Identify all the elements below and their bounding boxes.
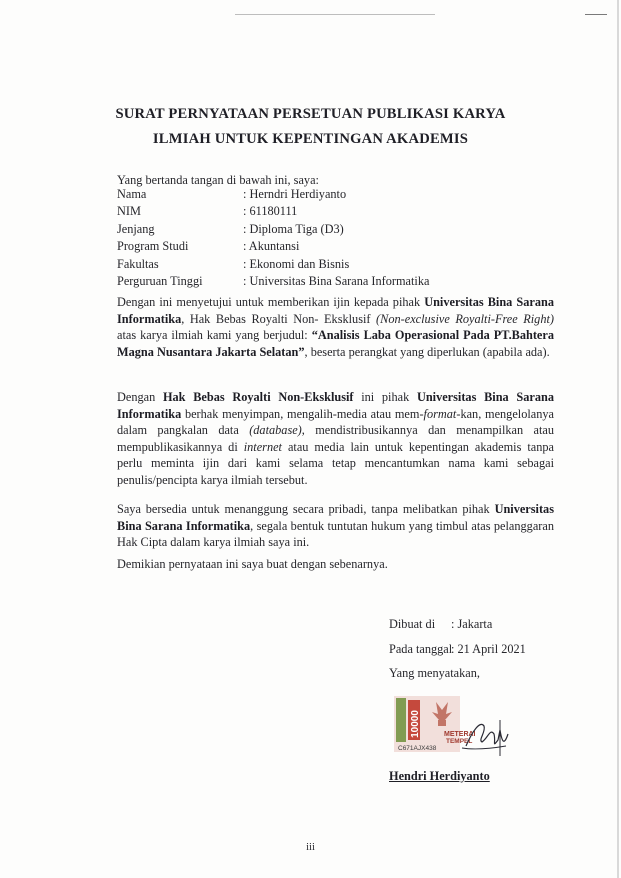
meterai-stamp xyxy=(390,690,514,760)
text-run: atau media lain untuk kepentingan akademis tanpa perlu meminta ijin dari kami selama tetap mencantumkan nama kami sebagai penulis/pencipta karya ilmiah tersebut. xyxy=(117,439,554,487)
place-value: : Jakarta xyxy=(451,617,493,631)
page-number: iii xyxy=(306,842,315,853)
stamp-serial: C671AJX438 xyxy=(398,745,437,752)
text-run: , segala bentuk tuntutan hukum yang timbul atas pelanggaran Hak Cipta dalam karya ilmiah saya ini. xyxy=(117,518,554,550)
identity-value: : 61180111 xyxy=(243,204,298,219)
text-run: Saya bersedia untuk menanggung secara pribadi, tanpa melibatkan pihak xyxy=(117,502,495,516)
thesis-title: “Analisis Laba Operasional Pada PT.Bahtera Magna Nusantara Jakarta Selatan” xyxy=(117,328,554,359)
identity-label: Program Studi xyxy=(117,239,189,254)
text-run: Dengan xyxy=(117,390,163,404)
signature-statement: Yang menyatakan, xyxy=(389,666,480,680)
identity-value: : Herndri Herdiyanto xyxy=(243,187,347,201)
text-run: -kan, mengelolanya dalam pangkalan data xyxy=(117,406,554,438)
italic-term: (database) xyxy=(249,423,302,438)
date-value: : 21 April 2021 xyxy=(451,642,526,656)
text-run: , Hak Bebas Royalti Non- Eksklusif xyxy=(181,311,377,326)
identity-row-perguruan-tinggi xyxy=(117,273,517,290)
intro-text: Yang bertanda tangan di bawah ini, saya: xyxy=(117,173,319,187)
text-run: , beserta perangkat yang diperlukan (apabila ada). xyxy=(304,344,550,359)
paragraph-consent xyxy=(117,294,554,360)
identity-row-fakultas xyxy=(117,256,517,273)
identity-label: NIM xyxy=(117,204,141,219)
scan-artifact-dash xyxy=(585,14,607,15)
text-run: ini pihak xyxy=(353,390,417,404)
document-title-line-1: SURAT PERNYATAAN PERSETUAN PUBLIKASI KARYA xyxy=(115,106,506,122)
paragraph-rights xyxy=(117,389,554,489)
identity-row-nama xyxy=(117,186,517,203)
identity-label: Fakultas xyxy=(117,256,159,271)
scan-artifact-top xyxy=(235,14,435,15)
signer-name: Hendri Herdiyanto xyxy=(389,769,490,783)
institution-name: Universitas Bina Sarana Informatika xyxy=(117,502,554,533)
identity-row-program-studi xyxy=(117,238,517,255)
document-title-line-2: ILMIAH UNTUK KEPENTINGAN AKADEMIS xyxy=(152,131,469,147)
stamp-value: 10000 xyxy=(410,710,421,738)
date-label: Pada tanggal xyxy=(389,642,453,656)
text-run: , mendistribusikannya dan menampilkan atau mempublikasikannya di xyxy=(117,423,554,454)
identity-row-nim xyxy=(117,203,517,220)
identity-label: Nama xyxy=(117,187,147,201)
institution-name: Universitas Bina Sarana Informatika xyxy=(117,390,554,421)
identity-label: Jenjang xyxy=(117,221,155,236)
text-run: berhak menyimpan, mengalih-media atau mem- xyxy=(181,406,424,421)
identity-value: : Ekonomi dan Bisnis xyxy=(243,256,350,271)
italic-term: format xyxy=(423,406,457,421)
identity-value: : Diploma Tiga (D3) xyxy=(243,221,344,236)
signature-place xyxy=(389,617,493,632)
paragraph-liability xyxy=(117,501,554,551)
stamp-label-meterai: METERAI xyxy=(444,731,476,738)
text-run: Dengan ini menyetujui untuk memberikan ijin kepada pihak xyxy=(117,295,425,309)
text-run: atas karya ilmiah kami yang berjudul: xyxy=(117,328,312,343)
stamp-label-tempel: TEMPEL xyxy=(446,738,473,745)
place-label: Dibuat di xyxy=(389,617,436,631)
meterai-stamp-graphic xyxy=(390,690,514,760)
signature-date xyxy=(389,642,526,657)
license-name: Hak Bebas Royalti Non-Eksklusif xyxy=(162,390,354,404)
identity-row-jenjang xyxy=(117,221,517,238)
identity-label: Perguruan Tinggi xyxy=(117,273,203,288)
identity-value: : Akuntansi xyxy=(243,239,300,254)
license-term: (Non-exclusive Royalti-Free Right) xyxy=(376,311,554,326)
identity-value: : Universitas Bina Sarana Informatika xyxy=(243,273,430,288)
paragraph-closing: Demikian pernyataan ini saya buat dengan sebenarnya. xyxy=(117,557,388,571)
institution-name: Universitas Bina Sarana Informatika xyxy=(117,295,554,326)
italic-term: internet xyxy=(243,439,282,454)
identity-table xyxy=(117,186,517,290)
